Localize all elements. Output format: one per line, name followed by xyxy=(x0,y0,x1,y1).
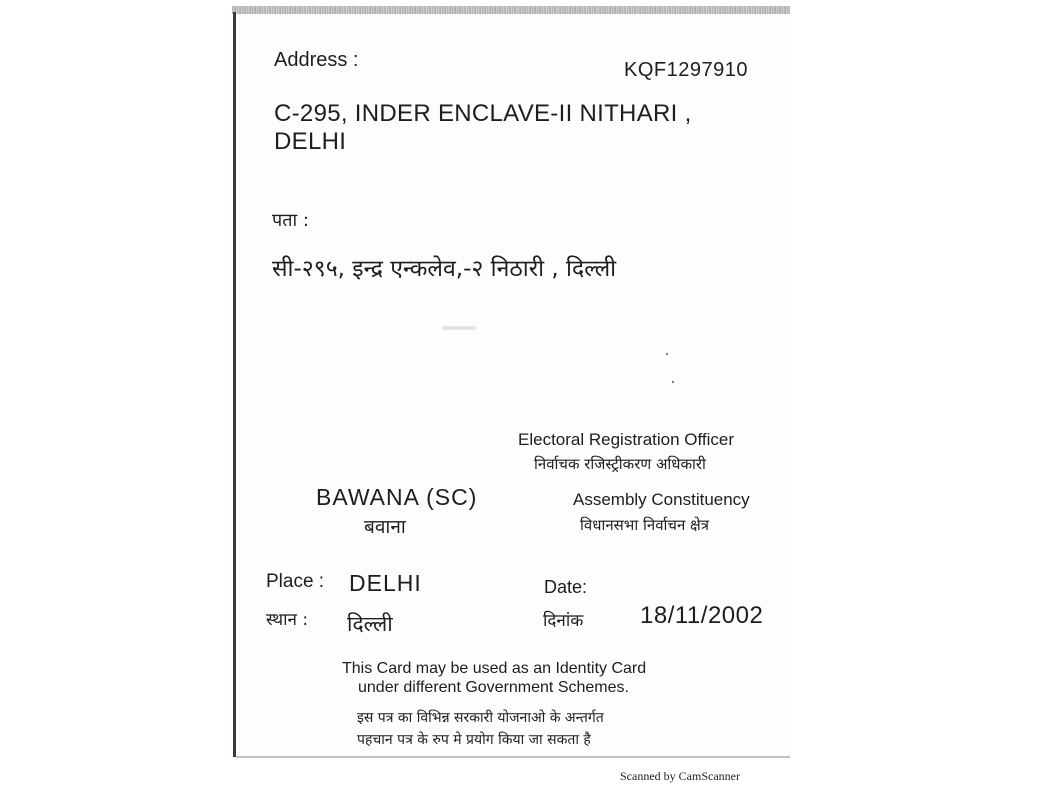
scan-speck xyxy=(666,353,668,355)
place-value-hindi: दिल्ली xyxy=(347,612,393,636)
constituency-label-english: Assembly Constituency xyxy=(573,490,750,509)
address-english: C-295, INDER ENCLAVE-II NITHARI , DELHI xyxy=(274,100,692,155)
card-left-border xyxy=(233,12,236,757)
scan-smudge xyxy=(442,326,476,330)
constituency-name-english: BAWANA (SC) xyxy=(316,484,478,510)
address-label-hindi: पता : xyxy=(272,210,309,231)
place-label-hindi: स्थान : xyxy=(266,610,309,630)
place-value-english: DELHI xyxy=(349,570,422,596)
identity-note-english-line1: This Card may be used as an Identity Card xyxy=(342,660,647,677)
ero-title-hindi: निर्वाचक रजिस्ट्रीकरण अधिकारी xyxy=(534,455,706,473)
constituency-label-hindi: विधानसभा निर्वाचन क्षेत्र xyxy=(580,516,710,534)
date-label-english: Date: xyxy=(544,577,588,597)
date-label-hindi: दिनांक xyxy=(543,611,584,631)
address-hindi: सी-२९५, इन्द्र एन्कलेव,-२ निठारी , दिल्ली xyxy=(272,256,617,282)
ero-title-english: Electoral Registration Officer xyxy=(518,430,735,449)
card-id-number: KQF1297910 xyxy=(624,59,748,81)
issue-date: 18/11/2002 xyxy=(640,602,764,629)
scanner-watermark: Scanned by CamScanner xyxy=(620,769,740,783)
address-label: Address : xyxy=(274,49,359,71)
card-bottom-border xyxy=(236,756,790,758)
identity-note-hindi-line1: इस पत्र का विभिन्न सरकारी योजनाओ के अन्तर्गत xyxy=(357,710,604,726)
identity-note-hindi-line2: पहचान पत्र के रुप मे प्रयोग किया जा सकता है xyxy=(357,732,591,748)
identity-note-english-line2: under different Government Schemes. xyxy=(358,679,629,696)
scan-speck xyxy=(672,381,674,383)
constituency-name-hindi: बवाना xyxy=(364,516,406,538)
card-torn-top-edge xyxy=(232,6,790,14)
place-label-english: Place : xyxy=(266,571,325,592)
